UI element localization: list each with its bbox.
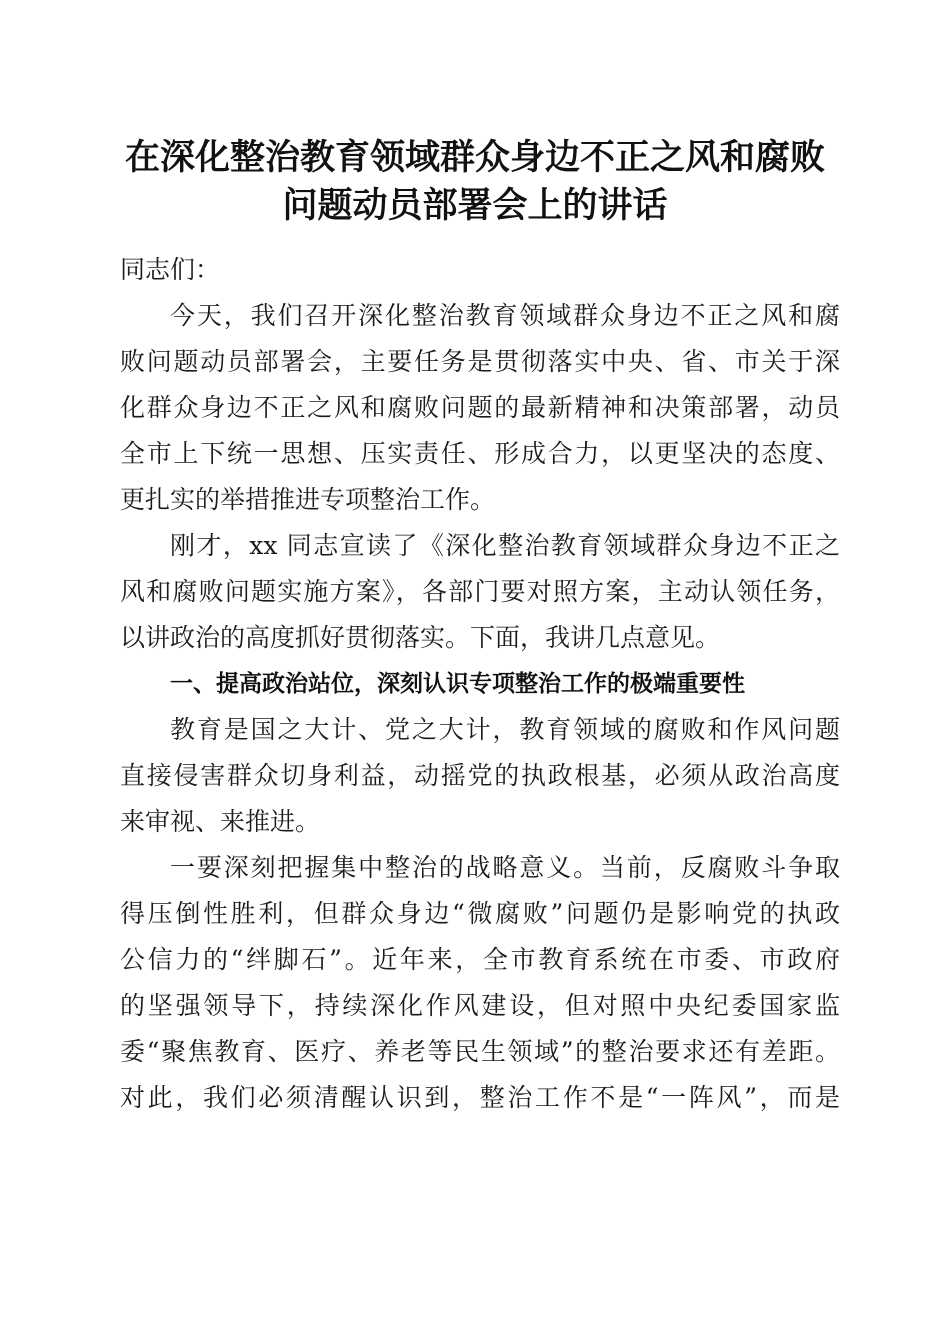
paragraph-line: 风和腐败问题实施方案》，各部门要对照方案，主动认领任务， — [120, 577, 840, 606]
paragraph-line: 败问题动员部署会，主要任务是贯彻落实中央、省、市关于深 — [120, 347, 840, 376]
paragraph-line: 委“聚焦教育、医疗、养老等民生领域”的整治要求还有差距。 — [120, 1037, 840, 1066]
document-title-line-1: 在深化整治教育领域群众身边不正之风和腐败 — [124, 137, 825, 178]
paragraph-line: 一要深刻把握集中整治的战略意义。当前，反腐败斗争取 — [170, 853, 840, 882]
paragraph-line: 以讲政治的高度抓好贯彻落实。下面，我讲几点意见。 — [120, 623, 721, 652]
paragraph-line: 直接侵害群众切身利益，动摇党的执政根基，必须从政治高度 — [120, 761, 840, 790]
paragraph-line: 公信力的“绊脚石”。近年来，全市教育系统在市委、市政府 — [120, 945, 840, 974]
paragraph-line: 得压倒性胜利，但群众身边“微腐败”问题仍是影响党的执政 — [120, 899, 840, 928]
document-body — [120, 247, 840, 1121]
paragraph-line: 更扎实的举措推进专项整治工作。 — [120, 485, 496, 514]
paragraph-line: 全市上下统一思想、压实责任、形成合力，以更坚决的态度、 — [120, 439, 840, 468]
paragraph-line: 对此，我们必须清醒认识到，整治工作不是“一阵风”，而是 — [120, 1083, 840, 1112]
section-heading: 一、提高政治站位，深刻认识专项整治工作的极端重要性 — [170, 671, 745, 697]
document-title-line-2: 问题动员部署会上的讲话 — [282, 185, 668, 226]
paragraph-line: 今天，我们召开深化整治教育领域群众身边不正之风和腐 — [170, 301, 840, 330]
paragraph-line: 的坚强领导下，持续深化作风建设，但对照中央纪委国家监 — [120, 991, 840, 1020]
paragraph-line: 刚才，xx 同志宣读了《深化整治教育领域群众身边不正之 — [170, 531, 840, 560]
paragraph-line: 教育是国之大计、党之大计，教育领域的腐败和作风问题 — [170, 715, 840, 744]
salutation: 同志们： — [120, 255, 221, 284]
paragraph-line: 化群众身边不正之风和腐败问题的最新精神和决策部署，动员 — [120, 393, 840, 422]
paragraph-line: 来审视、来推进。 — [120, 807, 321, 836]
